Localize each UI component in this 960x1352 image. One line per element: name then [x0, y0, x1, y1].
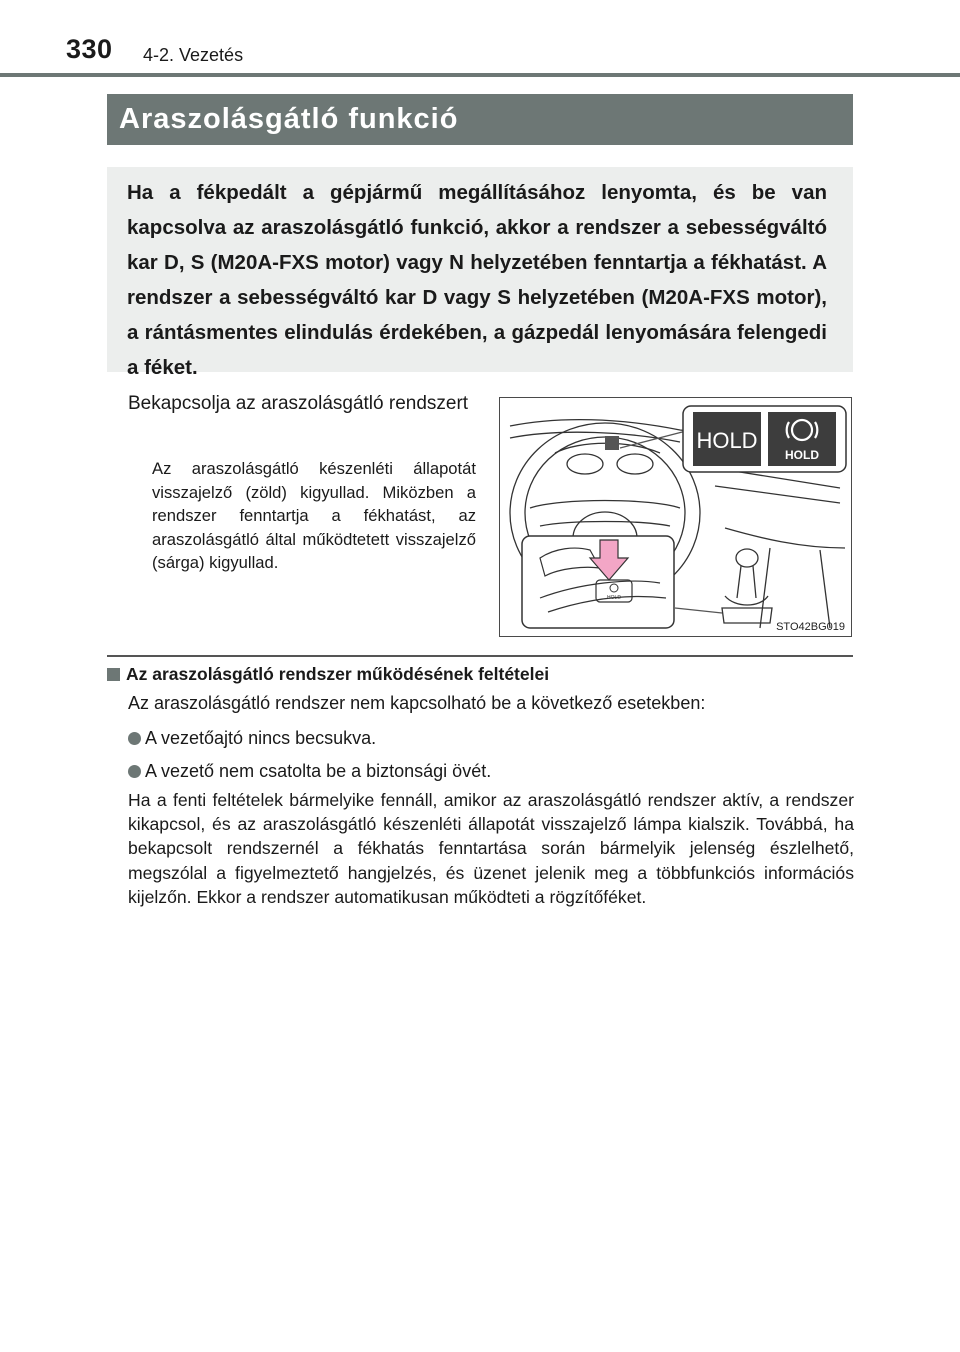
- hold-switch-label: HOLD: [607, 595, 621, 601]
- dashboard-drawing: [500, 398, 850, 635]
- section-divider: [107, 655, 853, 657]
- hold-icon-indicator-label: HOLD: [785, 448, 819, 462]
- hold-switch-illustration: [499, 397, 852, 637]
- condition-item: [128, 761, 491, 782]
- bullet-dot-icon: [128, 732, 141, 745]
- condition-item: [128, 728, 376, 749]
- conditions-closing-text: Ha a fenti feltételek bármelyike fennáll, amikor az araszolásgátló rendszer aktív, a rendszer kikapcsol, és az araszolásgátló készenléti állapotát visszajelző lámpa kialszik. Továbbá, ha bekapcsolt rendszernél a fékhatás fenntartása során bármelyik jelenség észlelhető, megszólal a figyelmeztető hangjelzés, és üzenet jelenik meg a többfunkciós információs kijelzőn. Ekkor a rendszer automatikusan működteti a rögzítőféket.: [128, 790, 854, 907]
- section-title: Araszolásgátló funkció: [119, 103, 459, 135]
- center-console: [715, 468, 840, 503]
- conditions-intro: Az araszolásgátló rendszer nem kapcsolható be a következő esetekben:: [128, 693, 706, 713]
- hold-text-indicator-label: HOLD: [696, 428, 758, 453]
- feature-lead-text: Bekapcsolja az araszolásgátló rendszert: [128, 393, 469, 414]
- intro-text: Ha a fékpedált a gépjármű megállításához lenyomta, és be van kapcsolva az araszolásgátló funkció, akkor a rendszer a sebességváltó kar D, S (M20A-FXS motor) vagy N helyzetében fenntartja a fékhatást. A rendszer a sebességváltó kar D vagy S helyzetében (M20A-FXS motor), a rántásmentes elindulás érdekében, a gázpedál lenyomására felengedi a féket.: [127, 181, 827, 379]
- conditions-heading-text: Az araszolásgátló rendszer működésének feltételei: [126, 664, 550, 684]
- figure-code: STO42BG019: [776, 621, 845, 633]
- header-divider: [0, 73, 960, 77]
- gear-knob: [736, 549, 758, 567]
- condition-item-text: A vezetőajtó nincs becsukva.: [145, 728, 377, 748]
- cluster-indicator: [605, 436, 619, 450]
- condition-item-text: A vezető nem csatolta be a biztonsági övét.: [145, 761, 492, 781]
- intro-box: [107, 167, 853, 379]
- bullet-dot-icon: [128, 765, 141, 778]
- chapter-title: 4-2. Vezetés: [143, 45, 244, 65]
- section-title-bar: [107, 94, 853, 145]
- conditions-heading: [107, 664, 549, 685]
- page-number: 330: [66, 34, 113, 64]
- feature-description: Az araszolásgátló készenléti állapotát visszajelző (zöld) kigyullad. Miközben a rendszer fenntartja a fékhatást, az araszolásgátló által működtetett visszajelző (sárga) kigyullad.: [152, 459, 476, 573]
- square-bullet-icon: [107, 668, 120, 681]
